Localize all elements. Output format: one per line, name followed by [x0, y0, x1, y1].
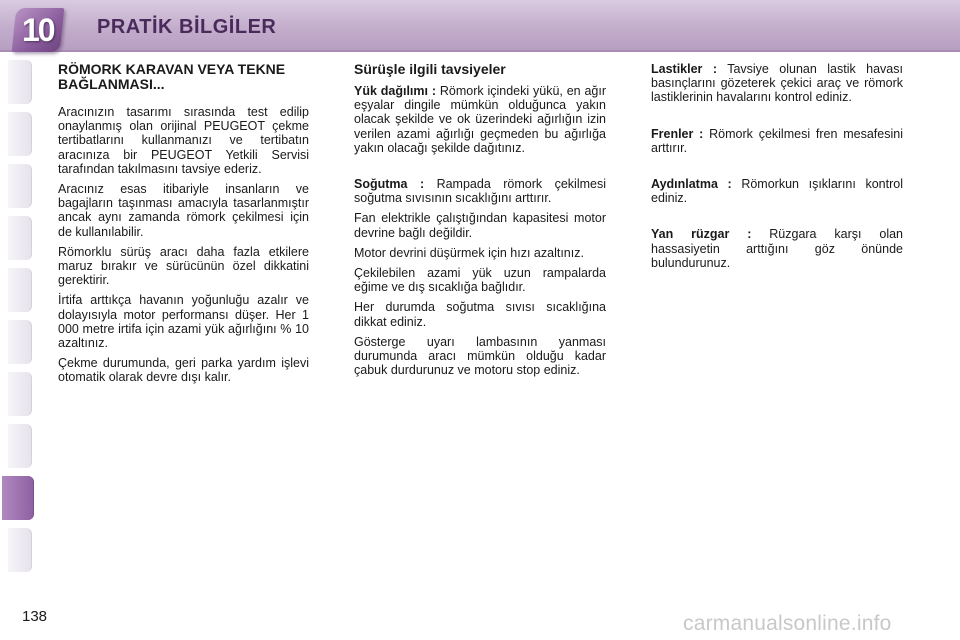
chapter-tab-strip	[0, 60, 34, 575]
chapter-tab-2[interactable]	[8, 112, 32, 156]
page-number: 138	[22, 608, 48, 625]
paragraph: İrtifa arttıkça havanın yoğunluğu azalır ve dolayısıyla motor performansı düşer. Her 1 000 metre irtifa için azami yük ağırlığını % 10 azaltınız.	[58, 293, 309, 351]
section-title-driving-advice: Sürüşle ilgili tavsiyeler	[354, 61, 506, 77]
paragraph-brakes	[651, 127, 903, 155]
chapter-tab-11[interactable]	[8, 528, 32, 572]
text-side-wind: Rüzgara karşı olan hassasiyetin arttığını göz önünde bulundurunuz.	[651, 227, 903, 270]
chapter-tab-5[interactable]	[8, 268, 32, 312]
label-brakes: Frenler :	[651, 126, 704, 141]
paragraph: Aracınızın tasarımı sırasında test edilip onaylanmış olan orijinal PEUGEOT çekme tertibatlarını kullanmanızı ve tertibatın aracınıza bir PEUGEOT Yetkili Servisi tarafından takılmasını tavsiye ederiz.	[58, 105, 309, 176]
label-cooling: Soğutma :	[354, 177, 425, 192]
text-load-distribution: Römork içindeki yükü, en ağır eşyalar dingile mümkün olduğunca yakın olacak şekilde ve ok üzerindeki ağırlığın izin verilen azami ağırlığı geçmeden bu ağırlığa yakın olacağı şekilde dağıtınız.	[354, 84, 606, 155]
text-lighting: Römorkun ışıklarını kontrol ediniz.	[651, 177, 903, 206]
page-title: PRATİK BİLGİLER	[97, 16, 277, 38]
chapter-tab-3[interactable]	[8, 164, 32, 208]
column-driving-advice	[354, 62, 606, 383]
paragraph: Çekilebilen azami yük uzun rampalarda eğime ve dış sıcaklığa bağlıdır.	[354, 266, 606, 295]
paragraph: Motor devrini düşürmek için hızı azaltınız.	[354, 245, 584, 260]
text-brakes: Römork çekilmesi fren mesafesini arttırır.	[651, 126, 903, 155]
paragraph-cooling	[354, 177, 606, 205]
label-lighting: Aydınlatma :	[651, 177, 732, 192]
column-checks	[651, 62, 903, 276]
paragraph: Gösterge uyarı lambasının yanması durumunda aracı mümkün olduğu kadar çabuk durdurunuz ve motoru stop ediniz.	[354, 334, 606, 378]
watermark: carmanualsonline.info	[683, 612, 892, 635]
column-trailer-towing	[58, 62, 309, 391]
paragraph-tyres	[651, 62, 903, 105]
chapter-tab-6[interactable]	[8, 320, 32, 364]
chapter-badge-icon	[12, 8, 65, 52]
chapter-number: 10	[22, 11, 54, 48]
chapter-tab-8[interactable]	[8, 424, 32, 468]
paragraph: Çekme durumunda, geri parka yardım işlevi otomatik olarak devre dışı kalır.	[58, 356, 309, 385]
paragraph: Römorklu sürüş aracı daha fazla etkilere maruz bırakır ve sürücünün özel dikkatini gerektirir.	[58, 244, 309, 288]
paragraph-lighting	[651, 177, 903, 205]
chapter-tab-1[interactable]	[8, 60, 32, 104]
header-divider	[0, 50, 960, 52]
label-side-wind: Yan rüzgar :	[651, 227, 752, 242]
chapter-tab-4[interactable]	[8, 216, 32, 260]
paragraph: Fan elektrikle çalıştığından kapasitesi motor devrine bağlı değildir.	[354, 211, 606, 240]
paragraph: Her durumda soğutma sıvısı sıcaklığına dikkat ediniz.	[354, 300, 606, 329]
text-tyres: Tavsiye olunan lastik havası basınçlarını gözeterek çekici araç ve römork lastiklerinin havalarını kontrol ediniz.	[651, 62, 903, 105]
paragraph-side-wind	[651, 227, 903, 270]
chapter-tab-10-active[interactable]	[2, 476, 34, 520]
text-cooling: Rampada römork çekilmesi soğutma sıvısının sıcaklığını arttırır.	[354, 177, 606, 206]
label-load-distribution: Yük dağılımı :	[354, 84, 437, 98]
label-tyres: Lastikler :	[651, 62, 717, 76]
paragraph: Aracınız esas itibariyle insanların ve bagajların taşınması amacıyla tasarlanmıştır ancak aynı zamanda römork çekilmesi için de kullanılabilir.	[58, 182, 309, 239]
section-title-trailer: RÖMORK KARAVAN VEYA TEKNE BAĞLANMASI...	[58, 61, 286, 92]
paragraph-load-distribution	[354, 84, 606, 155]
chapter-tab-7[interactable]	[8, 372, 32, 416]
